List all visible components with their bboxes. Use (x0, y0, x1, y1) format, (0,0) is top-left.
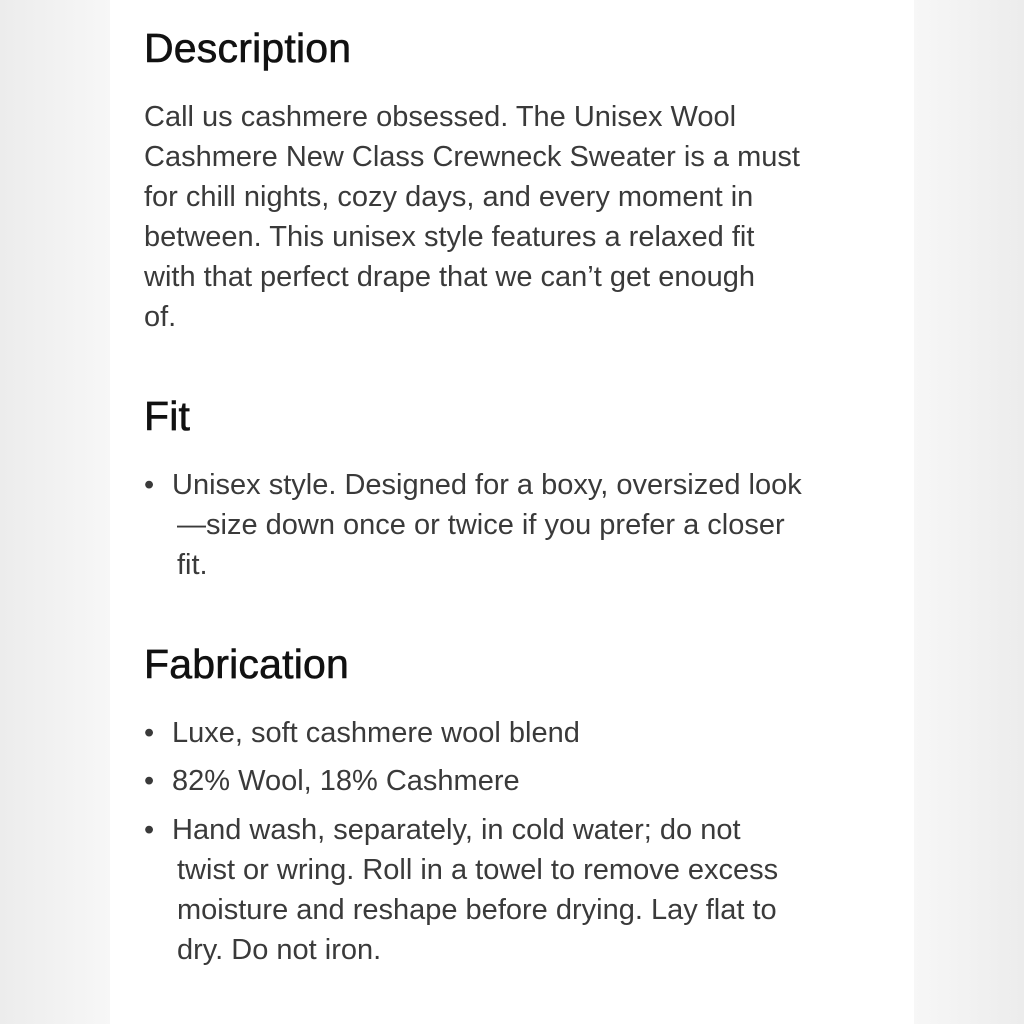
fit-heading: Fit (144, 393, 191, 439)
fabrication-list-item (144, 810, 884, 970)
fabrication-item-line: Hand wash, separately, in cold water; do not (172, 814, 741, 846)
fabrication-item-text (172, 761, 520, 801)
fabrication-item-line: twist or wring. Roll in a towel to remove excess (177, 854, 779, 886)
description-line: Call us cashmere obsessed. The Unisex Wool (144, 101, 737, 133)
description-heading: Description (144, 25, 352, 71)
fabrication-item-text (172, 810, 778, 970)
fit-list-item (144, 465, 884, 585)
fabrication-item-line: Luxe, soft cashmere wool blend (172, 717, 580, 749)
fabrication-item-text (172, 713, 580, 753)
bullet-dot: • (144, 765, 155, 797)
description-line: with that perfect drape that we can’t get enough (144, 261, 756, 293)
fabrication-list-item (144, 761, 884, 801)
fit-item-line: —size down once or twice if you prefer a closer (177, 509, 785, 541)
fabrication-item-line: dry. Do not iron. (177, 934, 382, 966)
fabrication-heading: Fabrication (144, 641, 350, 687)
bullet-dot: • (144, 469, 155, 501)
fabrication-list-item (144, 713, 884, 753)
bullet-dot: • (144, 814, 155, 846)
fit-item-text (172, 465, 802, 585)
right-margin (914, 0, 1024, 1024)
fit-item-line: fit. (177, 549, 208, 581)
fabrication-item-line: 82% Wool, 18% Cashmere (172, 765, 520, 797)
description-line: Cashmere New Class Crewneck Sweater is a must (144, 141, 800, 173)
product-details-panel (110, 0, 914, 1024)
left-margin (0, 0, 110, 1024)
fit-item-line: Unisex style. Designed for a boxy, oversized look (172, 469, 802, 501)
description-line: of. (144, 301, 177, 333)
description-line: for chill nights, cozy days, and every moment in (144, 181, 754, 213)
description-text (144, 97, 884, 337)
fabrication-item-line: moisture and reshape before drying. Lay flat to (177, 894, 777, 926)
description-line: between. This unisex style features a relaxed fit (144, 221, 755, 253)
bullet-dot: • (144, 717, 155, 749)
